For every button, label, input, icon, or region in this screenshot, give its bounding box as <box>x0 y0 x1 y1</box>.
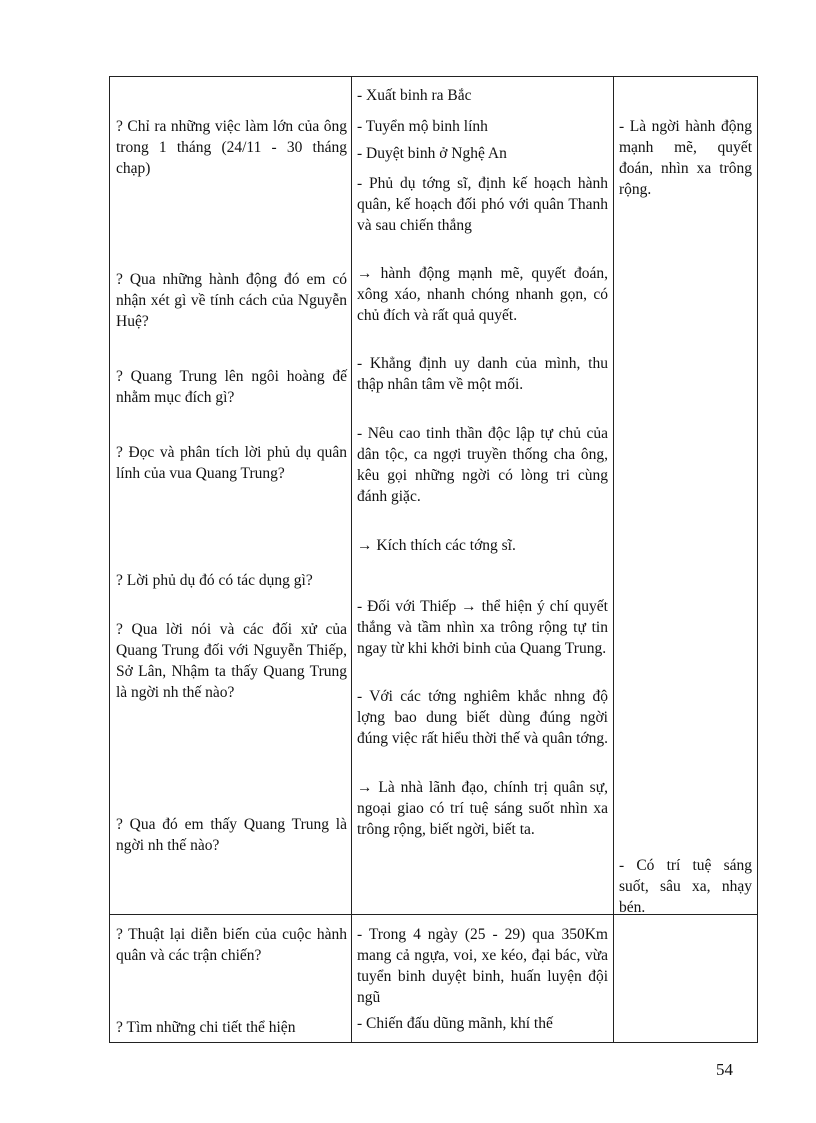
question-text: ? Tìm những chi tiết thể hiện <box>116 1019 296 1036</box>
answer-column <box>352 915 614 1043</box>
notes-column <box>614 77 758 915</box>
answer-text: → Là nhà lãnh đạo, chính trị quân sự, ngoại giao có trí tuệ sáng suốt nhìn xa trông rộng, biết ngời, biết ta. <box>357 779 608 838</box>
question-text: ? Quang Trung lên ngôi hoàng đế nhằm mục đích gì? <box>116 368 347 406</box>
question-column <box>110 915 352 1043</box>
answer-text: - Đối với Thiếp → thể hiện ý chí quyết thắng và tầm nhìn xa trông rộng tự tin ngay từ khi khởi binh của Quang Trung. <box>357 598 608 657</box>
notes-column <box>614 915 758 1043</box>
question-text: ? Thuật lại diễn biến của cuộc hành quân và các trận chiến? <box>116 926 347 964</box>
question-column <box>110 77 352 915</box>
question-text: ? Qua lời nói và các đối xử của Quang Trung đối với Nguyễn Thiếp, Sở Lân, Nhậm ta thấy Quang Trung là ngời nh thế nào? <box>116 621 347 701</box>
answer-text: - Tuyển mộ binh lính <box>357 118 488 135</box>
answer-text: - Khẳng định uy danh của mình, thu thập nhân tâm về một mối. <box>357 355 608 393</box>
note-text: - Có trí tuệ sáng suốt, sâu xa, nhạy bén. <box>619 857 752 916</box>
answer-text: → Kích thích các tớng sĩ. <box>357 537 516 554</box>
answer-text: - Với các tớng nghiêm khắc nhng độ lợng bao dung biết dùng đúng ngời đúng việc rất hiểu thời thế và quân tớng. <box>357 688 608 747</box>
note-text: - Là ngời hành động mạnh mẽ, quyết đoán, nhìn xa trông rộng. <box>619 118 752 198</box>
answer-text: - Phủ dụ tớng sĩ, định kế hoạch hành quân, kế hoạch đối phó với quân Thanh và sau chiến thắng <box>357 175 608 234</box>
answer-text: - Xuất binh ra Bắc <box>357 87 472 104</box>
question-text: ? Qua những hành động đó em có nhận xét gì về tính cách của Nguyễn Huệ? <box>116 271 347 330</box>
lesson-table <box>109 76 758 1043</box>
answer-text: → hành động mạnh mẽ, quyết đoán, xông xáo, nhanh chóng nhanh gọn, có chủ đích và rất quả quyết. <box>357 265 608 324</box>
question-text: ? Chỉ ra những việc làm lớn của ông trong 1 tháng (24/11 - 30 tháng chạp) <box>116 118 347 177</box>
answer-text: - Trong 4 ngày (25 - 29) qua 350Km mang cả ngựa, voi, xe kéo, đại bác, vừa tuyển binh duyệt binh, huấn luyện đội ngũ <box>357 926 608 1006</box>
answer-column <box>352 77 614 915</box>
table-row <box>110 915 758 1043</box>
answer-text: - Duyệt binh ở Nghệ An <box>357 145 507 162</box>
table-row <box>110 77 758 915</box>
question-text: ? Đọc và phân tích lời phủ dụ quân lính của vua Quang Trung? <box>116 444 347 482</box>
answer-text: - Chiến đấu dũng mãnh, khí thế <box>357 1015 553 1032</box>
question-text: ? Qua đó em thấy Quang Trung là ngời nh thế nào? <box>116 816 347 854</box>
page-number: 54 <box>716 1060 733 1079</box>
answer-text: - Nêu cao tinh thần độc lập tự chủ của dân tộc, ca ngợi truyền thống cha ông, kêu gọi những ngời có lòng tri cùng đánh giặc. <box>357 425 608 505</box>
question-text: ? Lời phủ dụ đó có tác dụng gì? <box>116 572 313 589</box>
